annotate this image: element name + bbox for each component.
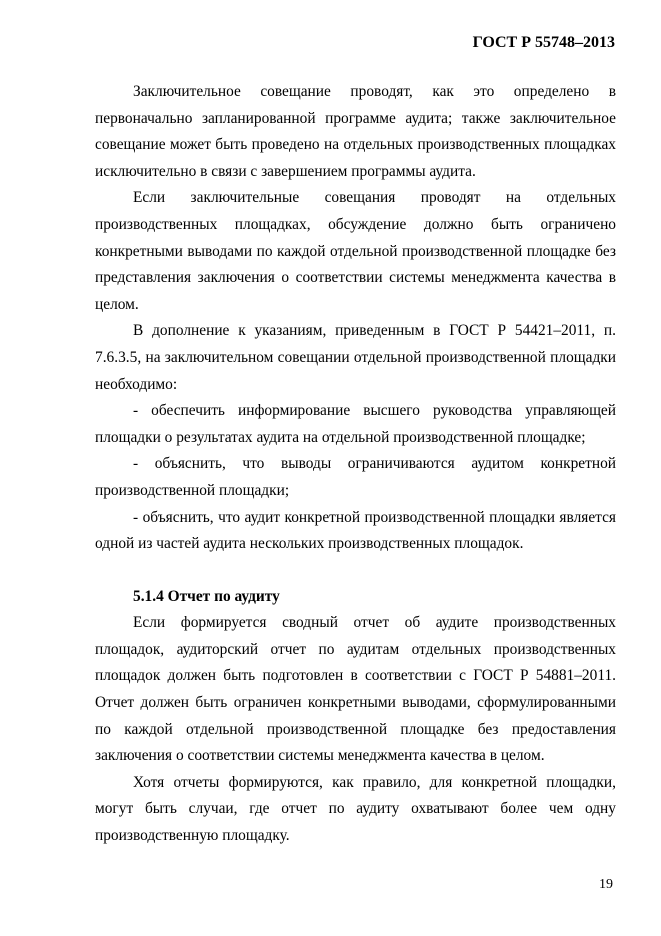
- document-body: [95, 79, 616, 850]
- document-code-header: ГОСТ Р 55748–2013: [472, 34, 615, 51]
- page-number: 19: [599, 877, 613, 892]
- paragraph-site-meetings: Если заключительные совещания проводят на отдельных производственных площадках, обсуждение должно быть ограничено конкретными выводами по каждой отдельной производственной площадке без представления заключения о соответствии системы менеджмента качества в целом.: [95, 189, 616, 313]
- list-item-explain-findings: - объяснить, что выводы ограничиваются аудитом конкретной производственной площадки;: [95, 455, 616, 499]
- paragraph-final-meeting: Заключительное совещание проводят, как это определено в первоначально запланированной программе аудита; также заключительное совещание может быть проведено на отдельных производственных площадках исключительно в связи с завершением программы аудита.: [95, 83, 616, 180]
- list-item-explain-audit-part: - объяснить, что аудит конкретной производственной площадки является одной из частей аудита нескольких производственных площадок.: [95, 508, 616, 553]
- paragraph-report-scope: Хотя отчеты формируются, как правило, для конкретной площадки, могут быть случаи, где отчет по аудиту охватывают более чем одну производственную площадку.: [95, 773, 616, 845]
- section-heading-audit-report: 5.1.4 Отчет по аудиту: [133, 587, 280, 605]
- paragraph-summary-report: Если формируется сводный отчет об аудите производственных площадок, аудиторский отчет по аудитам отдельных производственных площадок должен быть подготовлен в соответствии с ГОСТ Р 54881–2011. Отчет должен быть ограничен конкретными выводами, сформулированными по каждой отдельной производственной площадке без предоставления заключения о соответствии системы менеджмента качества в целом.: [95, 614, 616, 765]
- paragraph-additional-requirements: В дополнение к указаниям, приведенным в ГОСТ Р 54421–2011, п. 7.6.3.5, на заключительном совещании отдельной производственной площадки необходимо:: [95, 322, 616, 393]
- list-item-inform-management: - обеспечить информирование высшего руководства управляющей площадки о результатах аудита на отдельной производственной площадке;: [95, 402, 616, 446]
